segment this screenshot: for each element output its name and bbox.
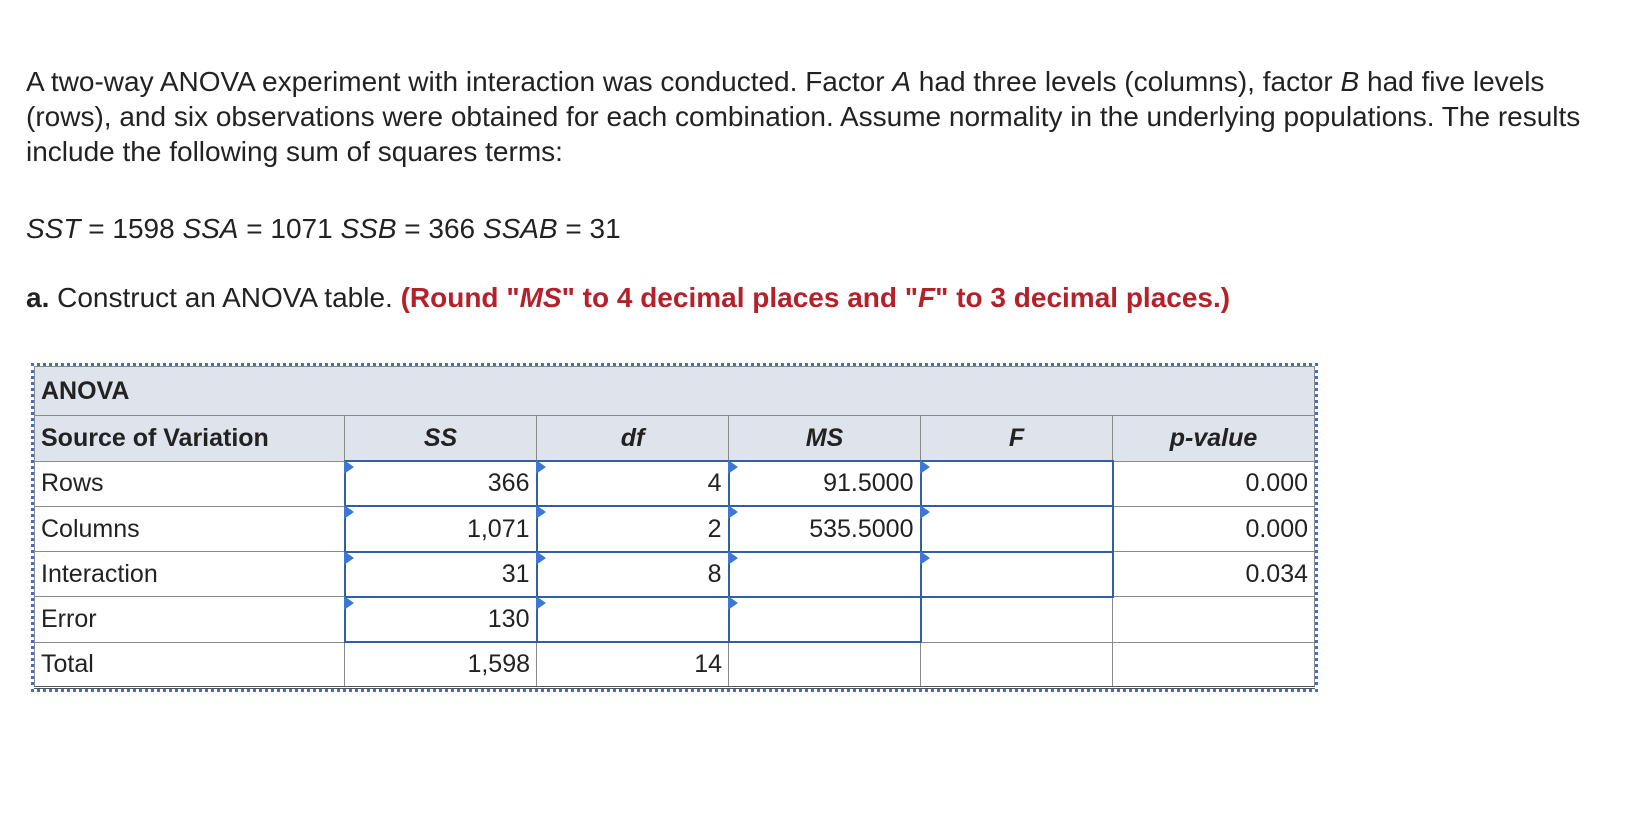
ss-columns-input[interactable]: 1,071 [345, 506, 537, 551]
anova-table [34, 366, 1315, 689]
ssb-label: SSB [340, 213, 397, 244]
ssb-value: = 366 [396, 213, 483, 244]
sum-of-squares-line [26, 211, 621, 246]
f-columns-input[interactable] [921, 506, 1113, 551]
p-value-error [1113, 597, 1315, 642]
ms-error-input[interactable] [729, 597, 921, 642]
df-interaction-input[interactable]: 8 [537, 552, 729, 597]
header-ms: MS [729, 416, 921, 461]
row-label-error: Error [35, 597, 345, 642]
problem-text-3: had five levels (rows), and six observations were obtained for each combination. Assume normality in the underlying populations. The results include the following sum of squares terms: [26, 66, 1581, 167]
header-ss: SS [345, 416, 537, 461]
ss-error-input[interactable]: 130 [345, 597, 537, 642]
table-row [35, 552, 1315, 597]
question-text: Construct an ANOVA table. [49, 282, 401, 313]
f-interaction-input[interactable] [921, 552, 1113, 597]
table-row [35, 597, 1315, 642]
p-value-total-cell [1113, 642, 1315, 687]
problem-text-2: had three levels (columns), factor [911, 66, 1341, 97]
rounding-instruction: (Round "MS" to 4 decimal places and "F" to 3 decimal places.) [400, 282, 1231, 313]
sst-label: SST [26, 213, 81, 244]
f-error-cell [921, 597, 1113, 642]
p-value-rows: 0.000 [1113, 461, 1315, 506]
row-label-columns: Columns [35, 506, 345, 551]
ssab-label: SSAB [482, 213, 558, 244]
p-value-interaction: 0.034 [1113, 552, 1315, 597]
ssa-label: SSA [182, 213, 239, 244]
ssab-value: = 31 [557, 213, 621, 244]
problem-statement [26, 64, 1606, 169]
question-part: a. [26, 282, 50, 313]
ms-rows-input[interactable]: 91.5000 [729, 461, 921, 506]
df-columns-input[interactable]: 2 [537, 506, 729, 551]
header-f: F [921, 416, 1113, 461]
ssa-value: = 1071 [238, 213, 341, 244]
df-error-input[interactable] [537, 597, 729, 642]
row-label-total: Total [35, 642, 345, 687]
f-rows-input[interactable] [921, 461, 1113, 506]
factor-b: B [1340, 66, 1360, 97]
row-label-rows: Rows [35, 461, 345, 506]
table-row [35, 506, 1315, 551]
table-row [35, 461, 1315, 506]
df-rows-input[interactable]: 4 [537, 461, 729, 506]
ms-interaction-input[interactable] [729, 552, 921, 597]
problem-text-1: A two-way ANOVA experiment with interaction was conducted. Factor [26, 66, 893, 97]
ss-total: 1,598 [345, 642, 537, 687]
row-label-interaction: Interaction [35, 552, 345, 597]
ms-total-cell [729, 642, 921, 687]
f-total-cell [921, 642, 1113, 687]
question-a [26, 280, 1230, 315]
header-p-value: p-value [1113, 416, 1315, 461]
header-source: Source of Variation [35, 416, 345, 461]
anova-table-frame [31, 363, 1318, 692]
header-df: df [537, 416, 729, 461]
ss-interaction-input[interactable]: 31 [345, 552, 537, 597]
p-value-columns: 0.000 [1113, 506, 1315, 551]
df-total: 14 [537, 642, 729, 687]
sst-value: = 1598 [80, 213, 183, 244]
table-row [35, 642, 1315, 687]
table-title: ANOVA [35, 367, 1315, 416]
factor-a: A [892, 66, 912, 97]
ss-rows-input[interactable]: 366 [345, 461, 537, 506]
ms-columns-input[interactable]: 535.5000 [729, 506, 921, 551]
